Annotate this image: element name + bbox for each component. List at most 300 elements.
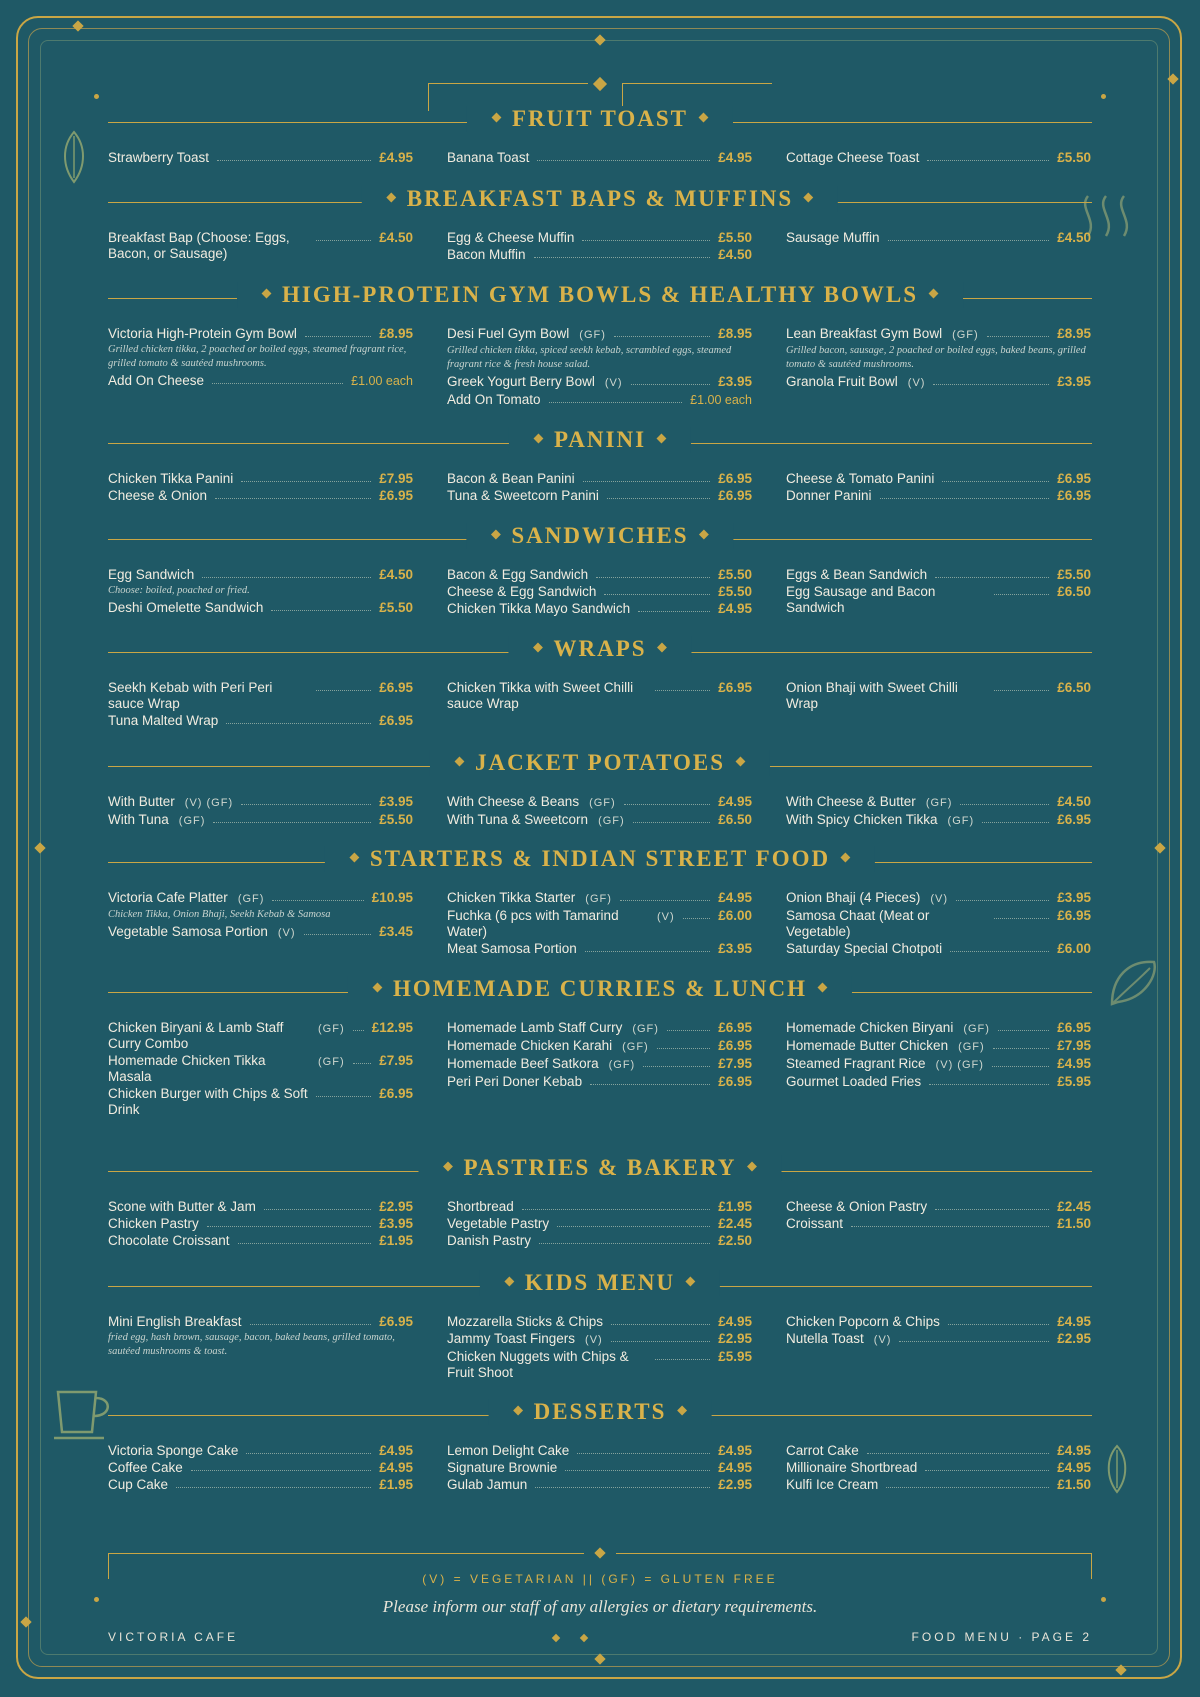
item-name: Egg Sausage and Bacon Sandwich — [786, 584, 936, 615]
item-name: Carrot Cake — [786, 1443, 859, 1458]
dotted-leader — [316, 1086, 371, 1097]
dotted-leader — [212, 373, 343, 384]
section-title — [480, 1270, 720, 1296]
section-title — [362, 186, 838, 212]
menu-item — [786, 1443, 1091, 1459]
item-price: £4.95 — [1057, 1443, 1091, 1458]
top-ornament-line — [622, 83, 772, 84]
title-diamond — [686, 1277, 696, 1287]
item-price: £5.50 — [379, 600, 413, 615]
section-title — [325, 846, 875, 872]
section-header — [108, 972, 1092, 1012]
item-name: Bacon & Egg Sandwich — [447, 567, 589, 582]
dietary-tag: (GF) — [925, 797, 953, 809]
dotted-leader — [217, 150, 371, 161]
menu-item — [447, 1314, 752, 1330]
menu-item — [786, 1460, 1091, 1476]
dotted-leader — [611, 1331, 710, 1342]
item-price: £3.95 — [379, 794, 413, 809]
item-name: Scone with Butter & Jam — [108, 1199, 256, 1214]
menu-item — [108, 567, 413, 583]
item-price: £5.50 — [718, 584, 752, 599]
item-name: Homemade Chicken Karahi — [447, 1038, 613, 1053]
dotted-leader — [353, 1020, 364, 1031]
title-diamond — [677, 1406, 687, 1416]
menu-item — [786, 1199, 1091, 1215]
item-name: Cheese & Onion Pastry — [786, 1199, 928, 1214]
menu-column — [447, 1314, 752, 1382]
item-price: £6.95 — [379, 488, 413, 503]
dotted-leader — [522, 1199, 710, 1210]
item-name: Chicken Nuggets with Chips & Fruit Shoot — [447, 1349, 629, 1380]
dotted-leader — [316, 680, 371, 691]
item-price: £1.50 — [1057, 1477, 1091, 1492]
chili-leaf-icon — [1106, 954, 1162, 1010]
dotted-leader — [583, 471, 711, 482]
item-name: Mozzarella Sticks & Chips — [447, 1314, 604, 1329]
menu-item — [108, 230, 413, 262]
menu-column — [108, 230, 413, 264]
allergy-note: Please inform our staff of any allergies or dietary requirements. — [382, 1597, 818, 1616]
menu-column — [108, 326, 413, 409]
item-name: Chicken Tikka with Sweet Chilli sauce Wrap — [447, 680, 634, 711]
menu-item — [447, 567, 752, 583]
item-name: Meat Samosa Portion — [447, 941, 577, 956]
item-name: Steamed Fragrant Rice — [786, 1056, 926, 1071]
item-name: Homemade Chicken Biryani — [786, 1020, 954, 1035]
section-columns — [108, 794, 1092, 830]
item-name: Gourmet Loaded Fries — [786, 1074, 922, 1089]
item-name: Gulab Jamun — [447, 1477, 528, 1492]
steam-icon — [1080, 192, 1160, 240]
menu-column — [786, 150, 1091, 167]
menu-section — [108, 182, 1092, 264]
menu-item — [447, 584, 752, 600]
dotted-leader — [624, 794, 711, 805]
bottom-ornament-line — [108, 1553, 584, 1554]
dotted-leader — [925, 1460, 1049, 1471]
dotted-leader — [620, 890, 710, 901]
section-header — [108, 182, 1092, 222]
item-price: £6.95 — [379, 680, 413, 695]
item-name: With Spicy Chicken Tikka — [786, 812, 938, 827]
menu-item — [447, 230, 752, 246]
menu-item — [447, 1216, 752, 1232]
item-price: £6.95 — [718, 680, 752, 695]
item-description: Grilled chicken tikka, 2 poached or boiled eggs, steamed fragrant rice, grilled tomato & sautéed mushrooms. — [108, 344, 407, 369]
dietary-tag: (V) (GF) — [935, 1059, 984, 1071]
item-price: £4.95 — [718, 794, 752, 809]
section-title — [508, 636, 691, 662]
dotted-leader — [241, 471, 371, 482]
item-price: £6.95 — [718, 471, 752, 486]
item-price: £4.50 — [379, 567, 413, 582]
dietary-tag: (V) — [657, 911, 675, 923]
item-price: £5.50 — [718, 230, 752, 245]
menu-section — [108, 632, 1092, 730]
item-price: £7.95 — [1057, 1038, 1091, 1053]
menu-item — [447, 1020, 752, 1037]
item-name: Eggs & Bean Sandwich — [786, 567, 928, 582]
item-price: £4.50 — [1057, 230, 1091, 245]
dotted-leader — [534, 247, 711, 258]
dietary-tag: (V) — [930, 893, 948, 905]
item-name: Homemade Beef Satkora — [447, 1056, 599, 1071]
menu-section — [108, 519, 1092, 618]
coffee-cup-icon — [54, 1386, 116, 1442]
item-price: £6.95 — [1057, 1020, 1091, 1035]
item-name: Homemade Butter Chicken — [786, 1038, 949, 1053]
menu-item — [447, 392, 752, 408]
menu-column — [447, 680, 752, 730]
menu-item — [447, 1331, 752, 1348]
menu-item — [447, 1477, 752, 1493]
menu-item — [447, 1349, 752, 1381]
menu-item — [108, 1460, 413, 1476]
leaf-icon — [1104, 1444, 1130, 1494]
menu-column — [108, 680, 413, 730]
item-price: £2.95 — [718, 1477, 752, 1492]
item-name: Deshi Omelette Sandwich — [108, 600, 264, 615]
menu-item — [108, 1086, 413, 1118]
item-name: With Tuna — [108, 812, 169, 827]
menu-item — [447, 908, 752, 940]
title-diamond — [804, 193, 814, 203]
menu-item — [786, 230, 1091, 246]
item-price: £3.95 — [1057, 890, 1091, 905]
dotted-leader — [549, 392, 683, 403]
item-name: Bacon Muffin — [447, 247, 526, 262]
section-title-text: PANINI — [553, 427, 647, 452]
item-price: £8.95 — [379, 326, 413, 341]
dotted-leader — [867, 1443, 1049, 1454]
title-diamond — [262, 289, 272, 299]
section-title-text: BREAKFAST BAPS & MUFFINS — [406, 186, 794, 211]
dotted-leader — [950, 941, 1049, 952]
menu-column — [447, 1020, 752, 1119]
menu-column — [786, 680, 1091, 730]
menu-item — [447, 680, 752, 712]
menu-section — [108, 102, 1092, 167]
menu-column — [108, 1443, 413, 1494]
dotted-leader — [191, 1460, 371, 1471]
item-price: £6.95 — [379, 713, 413, 728]
section-title-text: HIGH-PROTEIN GYM BOWLS & HEALTHY BOWLS — [282, 282, 918, 307]
menu-item — [447, 1460, 752, 1476]
section-header — [108, 519, 1092, 559]
item-name: Jammy Toast Fingers — [447, 1331, 576, 1346]
corner-dot — [94, 94, 99, 99]
dietary-key: (V) = VEGETARIAN || (GF) = GLUTEN FREE — [422, 1572, 778, 1586]
section-columns — [108, 1443, 1092, 1494]
title-diamond — [491, 530, 501, 540]
dotted-leader — [238, 1233, 372, 1244]
item-price: £4.50 — [1057, 794, 1091, 809]
section-title-text: FRUIT TOAST — [511, 106, 689, 131]
menu-item — [786, 1020, 1091, 1037]
menu-item — [447, 247, 752, 263]
item-price: £2.95 — [718, 1331, 752, 1346]
dietary-tag: (GF) — [318, 1056, 345, 1068]
item-price: £1.50 — [1057, 1216, 1091, 1231]
item-price: £3.95 — [718, 374, 752, 389]
dotted-leader — [948, 1314, 1049, 1325]
dotted-leader — [207, 1216, 371, 1227]
title-diamond — [841, 853, 851, 863]
dotted-leader — [631, 374, 711, 385]
item-name: Granola Fruit Bowl — [786, 374, 898, 389]
menu-item — [786, 680, 1091, 712]
menu-item — [108, 924, 413, 941]
menu-item — [108, 1216, 413, 1232]
dotted-leader — [250, 1314, 372, 1325]
menu-item — [447, 471, 752, 487]
item-name: With Tuna & Sweetcorn — [447, 812, 589, 827]
menu-item — [447, 1074, 752, 1090]
item-name: Banana Toast — [447, 150, 530, 165]
leaf-icon — [60, 130, 88, 184]
title-diamond — [736, 757, 746, 767]
dotted-leader — [215, 488, 371, 499]
item-name: Onion Bhaji (4 Pieces) — [786, 890, 921, 905]
dotted-leader — [246, 1443, 371, 1454]
menu-item — [447, 374, 752, 391]
item-name: Egg & Cheese Muffin — [447, 230, 575, 245]
item-name: Breakfast Bap (Choose: Eggs, Bacon, or Sausage) — [108, 230, 290, 261]
dotted-leader — [683, 908, 711, 919]
item-name: Chicken Burger with Chips & Soft Drink — [108, 1086, 308, 1117]
title-diamond — [349, 853, 359, 863]
item-price: £4.95 — [718, 1314, 752, 1329]
dotted-leader — [304, 924, 372, 935]
dietary-tag: (GF) — [318, 1023, 345, 1035]
dotted-leader — [607, 488, 710, 499]
item-price: £4.50 — [718, 247, 752, 262]
dotted-leader — [614, 326, 710, 337]
page-label: FOOD MENU · PAGE 2 — [911, 1630, 1092, 1644]
menu-column — [786, 890, 1091, 958]
section-title-text: SANDWICHES — [511, 523, 689, 548]
menu-item — [108, 1233, 413, 1249]
item-price: £7.95 — [379, 471, 413, 486]
menu-item — [447, 488, 752, 504]
menu-item — [108, 794, 413, 811]
item-price: £5.50 — [379, 812, 413, 827]
item-name: Cheese & Egg Sandwich — [447, 584, 597, 599]
section-header — [108, 1151, 1092, 1191]
title-diamond — [699, 530, 709, 540]
item-price: £4.95 — [379, 1460, 413, 1475]
title-diamond — [929, 289, 939, 299]
item-price: £5.50 — [1057, 567, 1091, 582]
menu-item — [108, 1199, 413, 1215]
title-diamond — [534, 434, 544, 444]
menu-item — [447, 1038, 752, 1055]
item-name: Chocolate Croissant — [108, 1233, 230, 1248]
item-price: £4.95 — [379, 1443, 413, 1458]
title-diamond — [513, 1406, 523, 1416]
dietary-tag: (GF) — [958, 1041, 985, 1053]
section-title — [466, 523, 733, 549]
menu-item — [786, 488, 1091, 504]
item-name: Victoria High-Protein Gym Bowl — [108, 326, 297, 341]
dietary-tag: (V) (GF) — [184, 797, 234, 809]
dietary-tag: (GF) — [952, 329, 979, 341]
item-description: Choose: boiled, poached or fried. — [108, 585, 250, 596]
menu-item — [786, 794, 1091, 811]
dotted-leader — [585, 941, 710, 952]
dietary-tag: (GF) — [598, 815, 625, 827]
item-name: Victoria Sponge Cake — [108, 1443, 239, 1458]
menu-item — [786, 1056, 1091, 1073]
dotted-leader — [305, 326, 371, 337]
section-title-text: DESSERTS — [533, 1399, 667, 1424]
item-price: £2.95 — [379, 1199, 413, 1214]
item-price: £1.00 each — [690, 393, 752, 407]
item-price: £4.95 — [1057, 1314, 1091, 1329]
menu-column — [447, 1199, 752, 1250]
item-price: £7.95 — [379, 1053, 413, 1068]
menu-item — [108, 600, 413, 616]
dotted-leader — [272, 890, 363, 901]
item-name: Homemade Lamb Staff Curry — [447, 1020, 623, 1035]
dotted-leader — [994, 908, 1049, 919]
menu-section — [108, 1395, 1092, 1494]
item-price: £4.95 — [1057, 1056, 1091, 1071]
title-diamond — [657, 434, 667, 444]
section-columns — [108, 150, 1092, 167]
menu-section — [108, 1266, 1092, 1382]
dietary-tag: (GF) — [622, 1041, 649, 1053]
title-diamond — [492, 113, 502, 123]
item-price: £6.50 — [1057, 584, 1091, 599]
dotted-leader — [353, 1053, 372, 1064]
dietary-tag: (GF) — [589, 797, 616, 809]
item-price: £6.95 — [1057, 812, 1091, 827]
item-name: Coffee Cake — [108, 1460, 183, 1475]
item-price: £4.95 — [718, 601, 752, 616]
title-diamond — [386, 193, 396, 203]
menu-column — [447, 567, 752, 618]
dotted-leader — [929, 1074, 1049, 1085]
section-columns — [108, 471, 1092, 505]
dotted-leader — [633, 812, 711, 823]
item-description: fried egg, hash brown, sausage, bacon, baked beans, grilled tomato, sautéed mushrooms & toast. — [108, 1332, 395, 1357]
corner-dot — [1101, 94, 1106, 99]
item-price: £1.95 — [718, 1199, 752, 1214]
menu-item — [108, 150, 413, 166]
menu-column — [447, 890, 752, 958]
menu-column — [786, 1020, 1091, 1119]
menu-item — [786, 941, 1091, 957]
menu-column — [786, 567, 1091, 618]
menu-section — [108, 972, 1092, 1119]
item-price: £6.95 — [1057, 471, 1091, 486]
item-name: Chicken Tikka Panini — [108, 471, 234, 486]
section-columns — [108, 1314, 1092, 1382]
dietary-tag: (V) — [585, 1334, 603, 1346]
item-name: Add On Cheese — [108, 373, 205, 388]
item-price: £5.50 — [1057, 150, 1091, 165]
item-name: Lean Breakfast Gym Bowl — [786, 326, 943, 341]
item-price: £4.50 — [379, 230, 413, 245]
item-name: Danish Pastry — [447, 1233, 532, 1248]
dotted-leader — [590, 1074, 710, 1085]
item-price: £6.95 — [718, 1074, 752, 1089]
section-columns — [108, 680, 1092, 730]
menu-item — [786, 374, 1091, 391]
bottom-ornament-line — [616, 1553, 1092, 1554]
item-price: £4.95 — [379, 150, 413, 165]
item-name: Cup Cake — [108, 1477, 169, 1492]
dotted-leader — [213, 812, 371, 823]
dotted-leader — [638, 601, 710, 612]
menu-column — [108, 1314, 413, 1382]
section-header — [108, 746, 1092, 786]
dotted-leader — [992, 1056, 1049, 1067]
item-price: £6.95 — [718, 488, 752, 503]
dotted-leader — [888, 230, 1050, 241]
item-description: Grilled chicken tikka, spiced seekh kebab, scrambled eggs, steamed fragrant rice & fresh house salad. — [447, 345, 732, 370]
item-name: Kulfi Ice Cream — [786, 1477, 879, 1492]
item-name: Desi Fuel Gym Bowl — [447, 326, 570, 341]
item-name: Signature Brownie — [447, 1460, 558, 1475]
item-price: £6.95 — [1057, 908, 1091, 923]
item-name: Chicken Biryani & Lamb Staff Curry Combo — [108, 1020, 284, 1051]
dotted-leader — [226, 713, 371, 724]
item-name: Homemade Chicken Tikka Masala — [108, 1053, 266, 1084]
menu-item — [786, 326, 1091, 343]
dotted-leader — [667, 1020, 710, 1031]
menu-column — [786, 230, 1091, 264]
item-price: £5.95 — [718, 1349, 752, 1364]
item-price: £5.50 — [718, 567, 752, 582]
item-name: Chicken Tikka Mayo Sandwich — [447, 601, 631, 616]
menu-column — [786, 794, 1091, 830]
item-name: Victoria Cafe Platter — [108, 890, 228, 905]
item-name: Croissant — [786, 1216, 844, 1231]
item-name: Cheese & Tomato Panini — [786, 471, 935, 486]
item-price: £2.50 — [718, 1233, 752, 1248]
dotted-leader — [956, 890, 1049, 901]
item-price: £4.95 — [718, 1443, 752, 1458]
dietary-tag: (GF) — [579, 329, 606, 341]
dotted-leader — [993, 1038, 1050, 1049]
menu-item — [786, 812, 1091, 829]
item-name: Vegetable Samosa Portion — [108, 924, 268, 939]
item-price: £4.95 — [1057, 1460, 1091, 1475]
menu-section — [108, 278, 1092, 409]
top-ornament-line — [428, 83, 588, 84]
menu-item — [108, 713, 413, 729]
section-title-text: HOMEMADE CURRIES & LUNCH — [392, 976, 808, 1001]
dotted-leader — [604, 584, 710, 595]
menu-item — [786, 1038, 1091, 1055]
menu-item — [447, 890, 752, 907]
item-name: Strawberry Toast — [108, 150, 210, 165]
dotted-leader — [565, 1460, 710, 1471]
menu-column — [786, 326, 1091, 409]
item-price: £3.95 — [379, 1216, 413, 1231]
item-name: With Cheese & Butter — [786, 794, 916, 809]
menu-item — [108, 1477, 413, 1493]
menu-column — [786, 1443, 1091, 1494]
dotted-leader — [655, 680, 710, 691]
menu-item — [447, 326, 752, 343]
title-diamond — [455, 757, 465, 767]
dietary-tag: (V) — [873, 1334, 892, 1346]
dietary-tag: (GF) — [632, 1023, 659, 1035]
